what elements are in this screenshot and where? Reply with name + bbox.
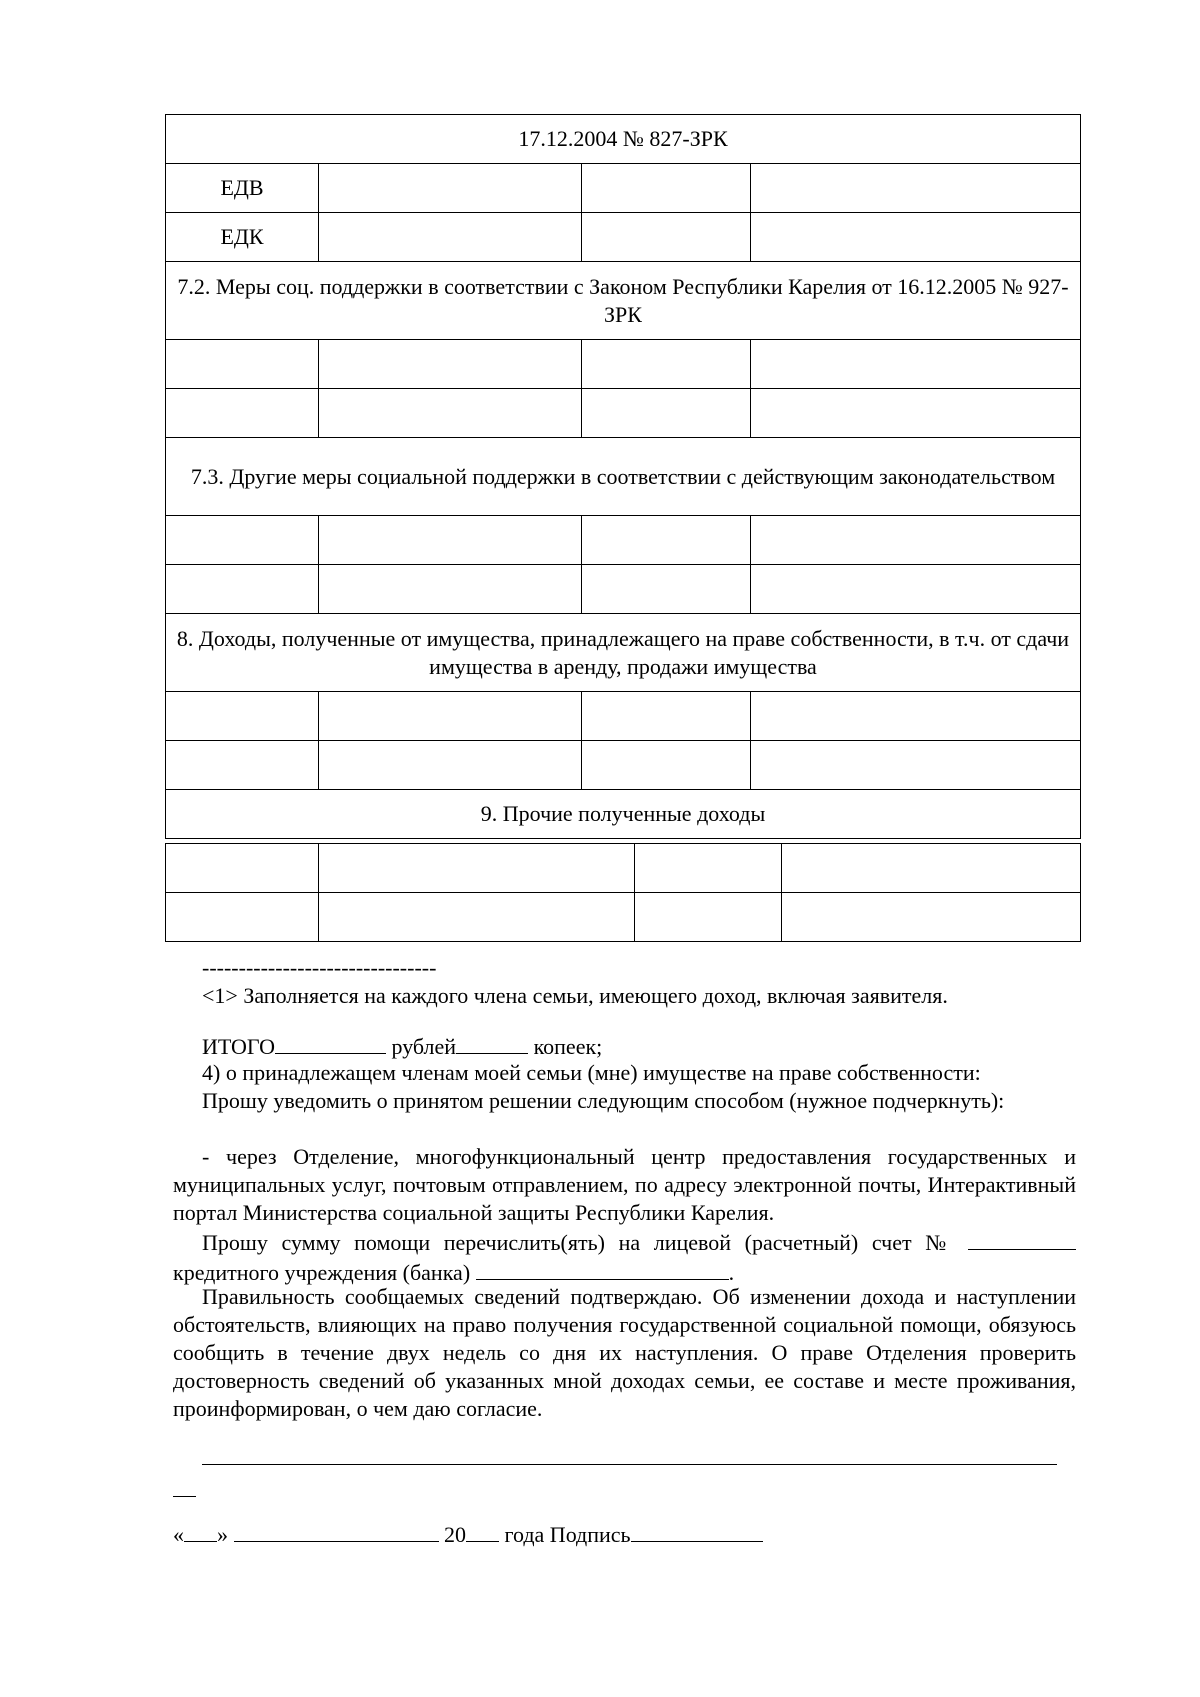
table-row-law-827 (166, 115, 1081, 164)
table-row (166, 741, 1081, 790)
law-827-heading: 17.12.2004 № 827-ЗРК (166, 115, 1081, 164)
table-cell[interactable] (319, 213, 582, 262)
table-cell[interactable] (319, 164, 582, 213)
table-row-section-7-2 (166, 262, 1081, 340)
notify-request: Прошу уведомить о принятом решении следующим способом (нужное подчеркнуть): (202, 1088, 1005, 1113)
table-cell[interactable] (582, 164, 751, 213)
table-cell[interactable] (635, 844, 782, 893)
kopecks-field[interactable] (456, 1031, 528, 1054)
table-cell[interactable] (166, 741, 319, 790)
section-7-2-heading: 7.2. Меры соц. поддержки в соответствии с Законом Республики Карелия от 16.12.2005 № 927-ЗРК (166, 262, 1081, 340)
table-row (166, 893, 1081, 942)
other-income-table (165, 843, 1081, 942)
footnote-separator: -------------------------------- (202, 955, 437, 980)
table-cell[interactable] (635, 893, 782, 942)
table-row (166, 692, 1081, 741)
edv-label: ЕДВ (166, 164, 319, 213)
table-cell[interactable] (751, 213, 1081, 262)
signature-field[interactable] (631, 1519, 763, 1542)
table-row-edv (166, 164, 1081, 213)
table-cell[interactable] (319, 692, 582, 741)
account-number-field[interactable] (968, 1227, 1076, 1250)
income-table (165, 114, 1081, 839)
table-cell[interactable] (319, 340, 582, 389)
total-line (202, 1031, 602, 1061)
table-row (166, 844, 1081, 893)
transfer-request-label: Прошу сумму помощи перечислить(ять) на лицевой (расчетный) счет № (202, 1230, 955, 1255)
table-cell[interactable] (751, 692, 1081, 741)
edk-label: ЕДК (166, 213, 319, 262)
table-cell[interactable] (166, 893, 319, 942)
bank-label: кредитного учреждения (банка) (173, 1260, 471, 1285)
year-suffix: года Подпись (504, 1522, 631, 1547)
table-cell[interactable] (166, 565, 319, 614)
section-7-3-heading: 7.3. Другие меры социальной поддержки в соответствии с действующим законодательством (166, 438, 1081, 516)
kopecks-label: копеек; (533, 1034, 603, 1059)
table-cell[interactable] (751, 340, 1081, 389)
table-cell[interactable] (166, 844, 319, 893)
table-cell[interactable] (319, 741, 582, 790)
table-cell[interactable] (582, 340, 751, 389)
table-cell[interactable] (319, 516, 582, 565)
table-cell[interactable] (582, 389, 751, 438)
table-cell[interactable] (751, 565, 1081, 614)
quote-close: » (217, 1522, 228, 1547)
table-cell[interactable] (166, 340, 319, 389)
table-row (166, 389, 1081, 438)
table-cell[interactable] (582, 516, 751, 565)
section-9-heading: 9. Прочие полученные доходы (166, 790, 1081, 839)
date-signature-line (173, 1519, 763, 1549)
table-cell[interactable] (751, 164, 1081, 213)
day-field[interactable] (184, 1519, 217, 1542)
table-cell[interactable] (582, 692, 751, 741)
table-cell[interactable] (166, 516, 319, 565)
quote-open: « (173, 1522, 184, 1547)
table-cell[interactable] (319, 565, 582, 614)
footnote-1: <1> Заполняется на каждого члена семьи, имеющего доход, включая заявителя. (202, 983, 948, 1008)
rubles-field[interactable] (275, 1031, 386, 1054)
table-cell[interactable] (319, 844, 635, 893)
transfer-request (173, 1227, 1076, 1287)
table-row (166, 340, 1081, 389)
signature-line[interactable] (202, 1464, 1057, 1465)
notify-methods: - через Отделение, многофункциональный центр предоставления государственных и муниципальных услуг, почтовым отправлением, по адресу электронной почты, Интерактивный портал Министерства социальной защиты Республики Карелия. (173, 1144, 1076, 1225)
table-cell[interactable] (582, 565, 751, 614)
bank-end: . (728, 1260, 735, 1285)
table-cell[interactable] (782, 844, 1081, 893)
table-row-section-7-3 (166, 438, 1081, 516)
table-row-edk (166, 213, 1081, 262)
table-row-section-9 (166, 790, 1081, 839)
table-cell[interactable] (782, 893, 1081, 942)
confirmation-text: Правильность сообщаемых сведений подтверждаю. Об изменении дохода и наступлении обстоятельств, влияющих на право получения государственной социальной помощи, обязуюсь сообщить в течение двух недель со дня их наступления. О праве Отделения проверить достоверность сведений об указанных мной доходах семьи, ее составе и месте проживания, проинформирован, о чем даю согласие. (173, 1284, 1076, 1421)
signature-line-tail (173, 1496, 196, 1497)
table-cell[interactable] (166, 692, 319, 741)
table-cell[interactable] (751, 389, 1081, 438)
rubles-label: рублей (391, 1034, 457, 1059)
table-cell[interactable] (751, 516, 1081, 565)
table-row-section-8 (166, 614, 1081, 692)
total-label: ИТОГО (202, 1034, 275, 1059)
table-cell[interactable] (319, 389, 582, 438)
table-cell[interactable] (166, 389, 319, 438)
table-row (166, 516, 1081, 565)
bank-name-field[interactable] (476, 1257, 729, 1280)
table-cell[interactable] (751, 741, 1081, 790)
table-cell[interactable] (582, 213, 751, 262)
table-cell[interactable] (582, 741, 751, 790)
table-row (166, 565, 1081, 614)
year-field[interactable] (466, 1519, 499, 1542)
section-8-heading: 8. Доходы, полученные от имущества, принадлежащего на праве собственности, в т.ч. от сдачи имущества в аренду, продажи имущества (166, 614, 1081, 692)
year-prefix: 20 (444, 1522, 466, 1547)
table-cell[interactable] (319, 893, 635, 942)
month-field[interactable] (234, 1519, 439, 1542)
property-item: 4) о принадлежащем членам моей семьи (мне) имуществе на праве собственности: (202, 1060, 981, 1085)
